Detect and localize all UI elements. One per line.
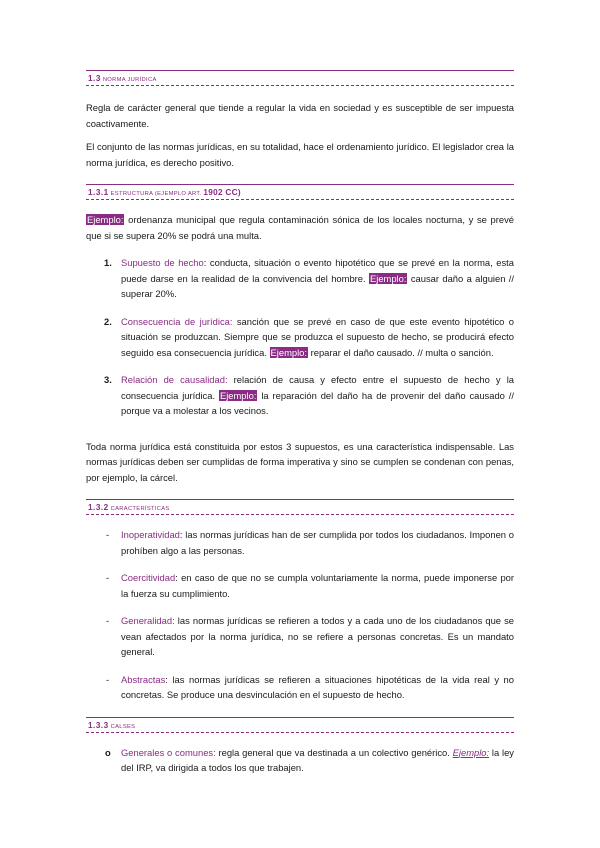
structure-list <box>86 255 514 419</box>
section-title-article: 1902 CC) <box>203 188 241 197</box>
term-label: Coercitividad <box>121 572 176 583</box>
item-text: sanción que se prevé en caso de que este evento hipotético o situación se produzcan. Siempre que se produzca el supuesto de hecho, se producirá efecto seguido esa consecuencia jurídica. <box>121 315 514 358</box>
section-title: CARACTERÍSTICAS <box>110 506 170 512</box>
list-item <box>86 570 514 601</box>
term-label: Generales o comunes: <box>121 746 216 758</box>
item-text: : las normas jurídicas se refieren a situaciones hipotéticas de la vida real y no concretas. Se produce una desvinculación en el supuesto de hecho. <box>121 673 514 700</box>
example-label: Ejemplo: <box>369 272 407 284</box>
list-item <box>86 314 514 361</box>
term-label: Inoperatividad <box>121 529 180 540</box>
term-label: Abstractas <box>121 673 166 685</box>
list-bullet: - <box>106 529 110 540</box>
term-label: Consecuencia de jurídica: <box>121 315 233 327</box>
list-number: 3. <box>104 374 112 385</box>
classes-list <box>86 745 514 776</box>
characteristics-list <box>86 527 514 703</box>
section-heading-1-3-1 <box>86 184 514 200</box>
example-label: Ejemplo: <box>87 214 124 225</box>
item-text: : en caso de que no se cumpla voluntariamente la norma, puede imponerse por la fuerza su cumplimiento. <box>121 572 514 599</box>
item-example-text: causar daño a alguien // superar 20%. <box>121 272 514 299</box>
term-label: Generalidad: <box>121 615 175 626</box>
item-example-text: la reparación del daño ha de provenir del daño causado // porque va a molestar a los vecinos. <box>121 389 514 416</box>
section-number: 1.3.3 <box>88 720 109 730</box>
item-text: : las normas jurídicas han de ser cumplida por todos los ciudadanos. Imponen o prohíben algo a las personas. <box>121 529 514 556</box>
list-item <box>86 372 514 419</box>
list-bullet: - <box>106 673 110 685</box>
section-title: ESTRUCTURA (EJEMPLO ART. <box>110 191 202 197</box>
section-heading-1-3 <box>86 70 514 86</box>
item-example-text: la ley del IRP, va dirigida a todos los que trabajen. <box>121 746 514 773</box>
list-item <box>86 527 514 558</box>
example-text: ordenanza municipal que regula contaminación sónica de los locales nocturna, y se prevé que si se supera 20% se podrá una multa. <box>86 214 514 241</box>
section-number: 1.3.2 <box>88 503 109 512</box>
term-label: Supuesto de hecho <box>121 257 204 268</box>
section-heading-1-3-2 <box>86 499 514 515</box>
section-number: 1.3.1 <box>88 188 109 197</box>
list-number: 1. <box>104 257 112 268</box>
paragraph-ordenamiento: El conjunto de las normas jurídicas, en su totalidad, hace el ordenamiento jurídico. El legislador crea la norma jurídica, es derecho positivo. <box>86 141 514 168</box>
item-text: regla general que va destinada a un colectivo genérico. <box>215 746 453 758</box>
paragraph-closing: Toda norma jurídica está constituida por estos 3 supuestos, es una característica indispensable. Las normas jurídicas deben ser cumplidas de forma imperativa y sino se cumplen se condenan con penas, por ejemplo, la cárcel. <box>86 440 514 483</box>
example-label: Ejemplo: <box>219 389 257 401</box>
list-item <box>86 255 514 302</box>
section-title: CALSES <box>110 723 136 730</box>
term-label: Relación de causalidad: <box>121 374 228 385</box>
item-text: : conducta, situación o evento hipotético que se prevé en la norma, esta puede darse en la realidad de la convivencia del hombre. <box>121 257 514 284</box>
list-item <box>86 672 514 703</box>
paragraph-definition: Regla de carácter general que tiende a regular la vida en sociedad y es susceptible de ser impuesta coactivamente. <box>86 102 514 129</box>
section-number: 1.3 <box>88 74 101 83</box>
list-item <box>86 613 514 660</box>
list-bullet: o <box>105 746 111 758</box>
paragraph-example <box>86 212 514 243</box>
list-bullet: - <box>106 572 110 583</box>
section-heading-1-3-3 <box>86 717 514 733</box>
item-text: relación de causa y efecto entre el supuesto de hecho y la consecuencia jurídica. <box>121 374 515 401</box>
list-item <box>86 745 514 776</box>
item-example-text: reparar el daño causado. // multa o sanción. <box>308 346 494 358</box>
section-title: NORMA JURÍDICA <box>102 77 157 83</box>
item-text: las normas jurídicas se refieren a todos y a cada uno de los ciudadanos que se vean afectados por la norma jurídica, no se refiere a personas concretas. Es un mandato general. <box>121 615 514 657</box>
example-label: Ejemplo: <box>270 346 308 358</box>
list-bullet: - <box>106 615 110 626</box>
document-page <box>86 70 514 776</box>
example-link[interactable]: Ejemplo: <box>452 746 490 758</box>
list-number: 2. <box>104 315 112 327</box>
